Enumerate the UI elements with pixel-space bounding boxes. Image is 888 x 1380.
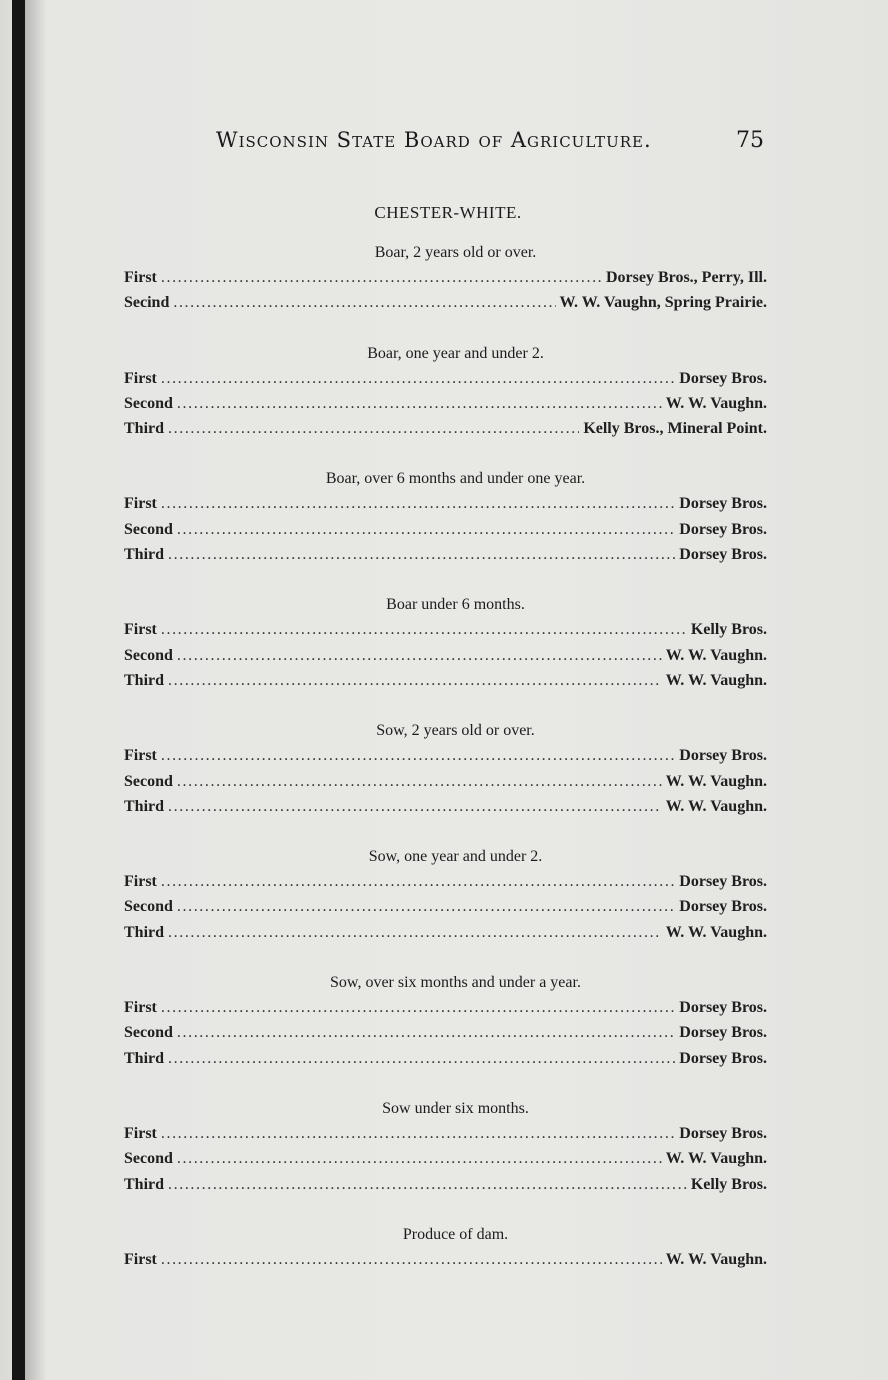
dot-leader — [161, 995, 675, 1020]
award-winner: Kelly Bros. — [690, 1175, 767, 1193]
award-class-title: Boar under 6 months. — [386, 596, 525, 614]
award-class-title: Sow under six months. — [382, 1099, 529, 1117]
award-row — [124, 265, 767, 290]
award-place: First — [124, 873, 157, 891]
award-row — [124, 517, 767, 542]
award-class-title: Boar, one year and under 2. — [367, 344, 544, 362]
award-row — [124, 391, 767, 416]
breed-heading: CHESTER-WHITE. — [374, 203, 522, 222]
award-place: Second — [124, 520, 173, 538]
award-row — [124, 1121, 767, 1146]
award-class-section — [124, 1096, 767, 1197]
award-winner: Dorsey Bros., Perry, Ill. — [605, 269, 767, 286]
award-class-section — [124, 844, 767, 945]
dot-leader — [173, 290, 555, 315]
award-place: Third — [124, 420, 165, 438]
award-place: First — [124, 1250, 157, 1268]
award-winner: Dorsey Bros. — [679, 495, 767, 513]
award-place: Second — [124, 394, 173, 412]
award-place: First — [124, 369, 157, 387]
award-class-title: Boar, over 6 months and under one year. — [325, 470, 586, 488]
dot-leader — [177, 517, 675, 542]
dot-leader — [168, 1172, 687, 1197]
award-place: Third — [124, 923, 165, 941]
award-row — [124, 416, 767, 441]
dot-leader — [168, 542, 675, 567]
award-winner: Dorsey Bros. — [679, 873, 767, 891]
award-row — [124, 643, 767, 668]
award-row — [124, 920, 767, 945]
dot-leader — [161, 1121, 675, 1146]
dot-leader — [177, 894, 675, 919]
award-place: Second — [124, 772, 173, 790]
award-winner: W. W. Vaughn. — [665, 394, 767, 412]
award-place: First — [124, 495, 157, 513]
award-class-title: Sow, one year and under 2. — [368, 848, 543, 866]
award-place: Third — [124, 1175, 165, 1193]
award-winner: Dorsey Bros. — [679, 1124, 767, 1142]
dot-leader — [177, 1020, 675, 1045]
award-winner: Dorsey Bros. — [679, 898, 767, 916]
dot-leader — [161, 491, 675, 516]
award-class-section — [124, 341, 767, 442]
award-row — [124, 542, 767, 567]
dot-leader — [168, 416, 579, 441]
award-row — [124, 769, 767, 794]
award-class-title: Produce of dam. — [402, 1225, 509, 1243]
award-row — [124, 1172, 767, 1197]
award-row — [124, 794, 767, 819]
award-row — [124, 366, 767, 391]
running-header-title: Wisconsin State Board of Agriculture. — [216, 128, 652, 152]
dot-leader — [161, 1247, 662, 1272]
award-winner: W. W. Vaughn. — [665, 1250, 767, 1268]
dot-leader — [168, 920, 662, 945]
award-winner: Dorsey Bros. — [679, 369, 767, 387]
award-row — [124, 1020, 767, 1045]
award-place: First — [124, 999, 157, 1017]
award-row — [124, 617, 767, 642]
award-row — [124, 995, 767, 1020]
award-place: First — [124, 269, 157, 286]
award-row — [124, 290, 767, 315]
award-row — [124, 869, 767, 894]
award-place: First — [124, 747, 157, 765]
award-class-section — [124, 466, 767, 567]
award-class-section — [124, 592, 767, 693]
dot-leader — [161, 265, 602, 290]
dot-leader — [168, 794, 662, 819]
award-place: Second — [124, 898, 173, 916]
award-winner: Dorsey Bros. — [679, 546, 767, 564]
dot-leader — [177, 643, 662, 668]
award-place: Second — [124, 1024, 173, 1042]
award-winner: W. W. Vaughn. — [665, 646, 767, 664]
award-winner: Dorsey Bros. — [679, 1024, 767, 1042]
award-place: Second — [124, 646, 173, 664]
award-winner: W. W. Vaughn, Spring Prairie. — [559, 294, 767, 312]
award-class-section — [124, 718, 767, 819]
award-row — [124, 491, 767, 516]
award-row — [124, 1046, 767, 1071]
award-row — [124, 1146, 767, 1171]
award-row — [124, 1247, 767, 1272]
award-winner: Dorsey Bros. — [679, 999, 767, 1017]
award-winner: W. W. Vaughn. — [665, 1150, 767, 1168]
award-winner: Kelly Bros. — [690, 621, 767, 639]
award-winner: W. W. Vaughn. — [665, 671, 767, 689]
award-class-title: Sow, 2 years old or over. — [376, 722, 535, 740]
award-place: Secind — [124, 294, 170, 312]
award-winner: W. W. Vaughn. — [665, 772, 767, 790]
dot-leader — [161, 366, 675, 391]
dot-leader — [168, 668, 662, 693]
award-class-section — [124, 970, 767, 1071]
award-winner: W. W. Vaughn. — [665, 797, 767, 815]
award-place: Third — [124, 671, 165, 689]
award-place: First — [124, 1124, 157, 1142]
award-place: Second — [124, 1150, 173, 1168]
dot-leader — [177, 391, 662, 416]
dot-leader — [161, 743, 675, 768]
dot-leader — [177, 1146, 662, 1171]
award-class-title: Boar, 2 years old or over. — [374, 244, 537, 261]
awards-list — [124, 240, 767, 1297]
award-row — [124, 743, 767, 768]
award-class-section — [124, 1222, 767, 1272]
dot-leader — [161, 869, 675, 894]
award-row — [124, 668, 767, 693]
page-number: 75 — [736, 128, 764, 153]
award-class-title: Sow, over six months and under a year. — [330, 974, 581, 992]
award-place: First — [124, 621, 157, 639]
award-row — [124, 894, 767, 919]
award-winner: Kelly Bros., Mineral Point. — [583, 420, 767, 438]
award-winner: Dorsey Bros. — [679, 1049, 767, 1067]
award-place: Third — [124, 797, 165, 815]
award-winner: W. W. Vaughn. — [665, 923, 767, 941]
dot-leader — [161, 617, 687, 642]
award-winner: Dorsey Bros. — [679, 747, 767, 765]
award-place: Third — [124, 1049, 165, 1067]
award-place: Third — [124, 546, 165, 564]
dot-leader — [168, 1046, 675, 1071]
award-winner: Dorsey Bros. — [679, 520, 767, 538]
dot-leader — [177, 769, 662, 794]
award-class-section — [124, 240, 767, 316]
running-header — [210, 128, 770, 158]
